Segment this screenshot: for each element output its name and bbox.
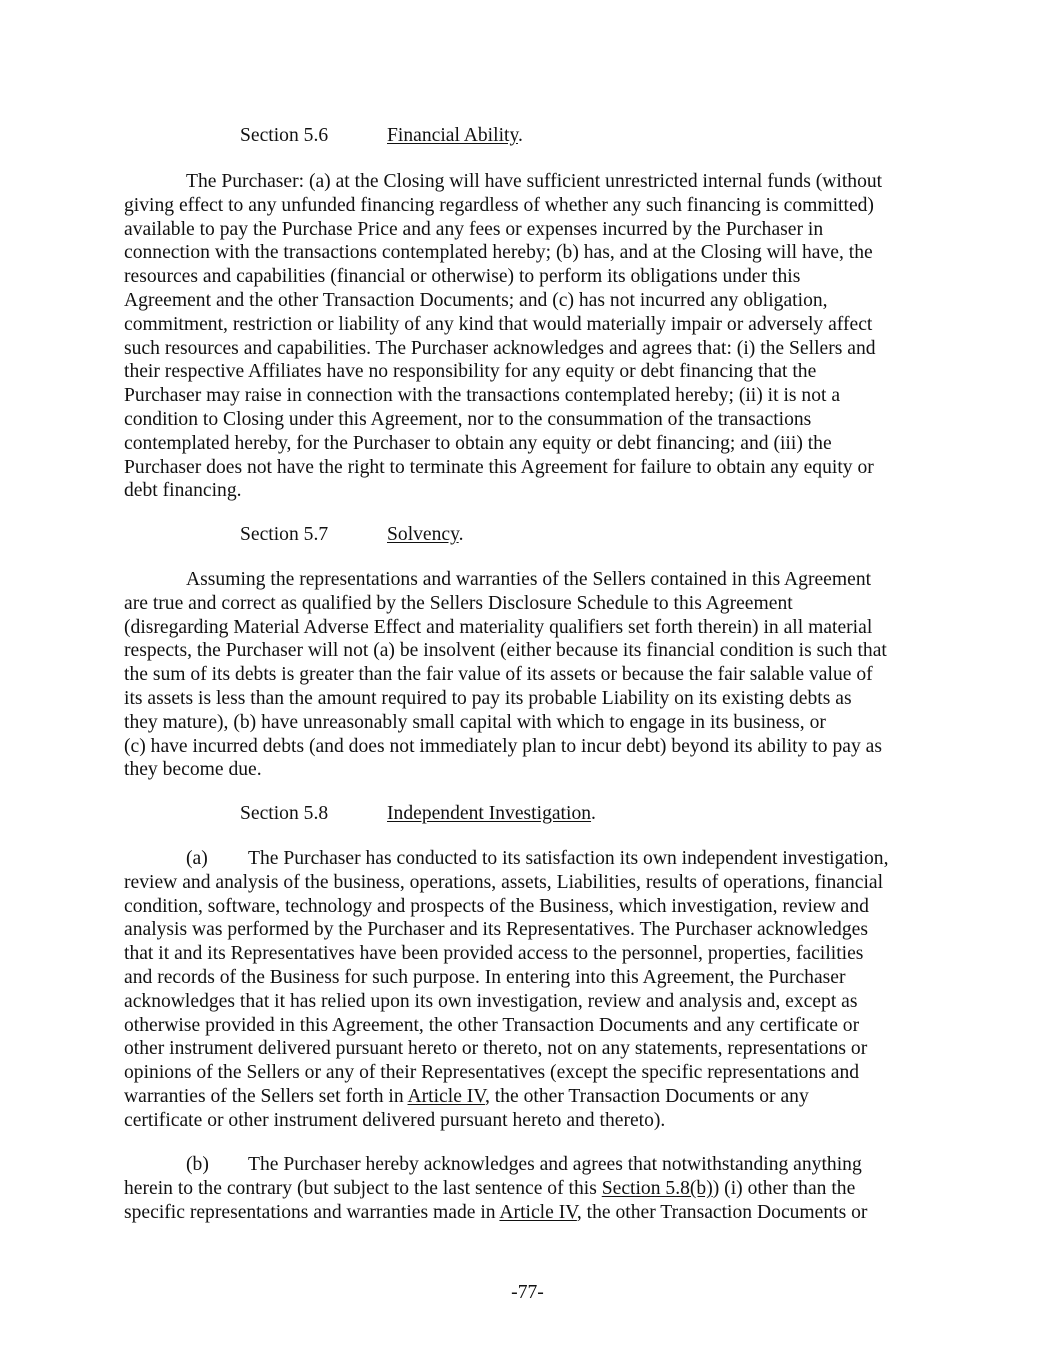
text-line: otherwise provided in this Agreement, the other Transaction Documents and any certificate or — [124, 1014, 860, 1036]
heading-period: . — [458, 524, 464, 545]
page-number: -77- — [511, 1282, 544, 1303]
text-line: Assuming the representations and warranties of the Sellers contained in this Agreement — [186, 569, 872, 590]
text-line: (c) have incurred debts (and does not immediately plan to incur debt) beyond its ability to pay as — [124, 735, 882, 757]
text-line: respects, the Purchaser will not (a) be insolvent (either because its financial condition is such that — [124, 640, 887, 662]
text-line — [124, 1201, 930, 1225]
section-5-8-a-paragraph — [124, 847, 930, 1133]
text-line: they become due. — [124, 759, 262, 781]
subsection-label: (b) — [186, 1154, 209, 1175]
text-line: condition, software, technology and prospects of the Business, which investigation, review and — [124, 895, 869, 917]
text-line: analysis was performed by the Purchaser and its Representatives. The Purchaser acknowledges — [124, 919, 868, 941]
text-line: opinions of the Sellers or any of their Representatives (except the specific representations and — [124, 1062, 860, 1084]
text-line: Purchaser does not have the right to terminate this Agreement for failure to obtain any equity or — [124, 456, 874, 478]
section-number: Section 5.6 — [240, 125, 329, 146]
heading-period: . — [517, 125, 523, 146]
text-line: Purchaser may raise in connection with the transactions contemplated hereby; (ii) it is not a — [124, 385, 841, 407]
text-run: warranties of the Sellers set forth in — [124, 1085, 408, 1107]
text-line: and records of the Business for such purpose. In entering into this Agreement, the Purchaser — [124, 966, 846, 988]
text-line — [124, 847, 930, 871]
section-5-7-heading — [240, 523, 464, 547]
text-line: such resources and capabilities. The Purchaser acknowledges and agrees that: (i) the Sellers and — [124, 337, 876, 359]
section-5-6-paragraph — [124, 170, 930, 503]
section-5-6-heading — [240, 124, 523, 148]
text-line: are true and correct as qualified by the Sellers Disclosure Schedule to this Agreement — [124, 592, 793, 614]
text-run: , the other Transaction Documents or any — [484, 1085, 809, 1107]
text-line: acknowledges that it has relied upon its own investigation, review and analysis and, except as — [124, 990, 858, 1012]
text-run: specific representations and warranties made in — [124, 1201, 500, 1223]
text-line: available to pay the Purchase Price and any fees or expenses incurred by the Purchaser in — [124, 218, 824, 240]
text-line: (disregarding Material Adverse Effect and materiality qualifiers set forth therein) in all material — [124, 616, 873, 638]
text-line: resources and capabilities (financial or otherwise) to perform its obligations under this — [124, 266, 801, 288]
text-line: certificate or other instrument delivered pursuant hereto and thereto). — [124, 1109, 666, 1131]
text-run: ) (i) other than the — [712, 1177, 856, 1199]
text-run: The Purchaser hereby acknowledges and agrees that notwithstanding anything — [248, 1154, 862, 1175]
text-line — [124, 1177, 930, 1201]
text-line: their respective Affiliates have no responsibility for any equity or debt financing that the — [124, 361, 817, 383]
text-line: they mature), (b) have unreasonably small capital with which to engage in its business, or — [124, 711, 826, 733]
text-line: debt financing. — [124, 480, 242, 502]
section-number: Section 5.7 — [240, 524, 329, 545]
section-title: Financial Ability — [387, 125, 518, 146]
text-run: The Purchaser has conducted to its satisfaction its own independent investigation, — [248, 848, 889, 869]
heading-period: . — [591, 803, 596, 824]
text-line: its assets is less than the amount required to pay its probable Liability on its existing debts as — [124, 687, 852, 709]
section-5-8-heading — [240, 802, 596, 826]
text-line — [124, 1085, 930, 1109]
section-5-8-b-paragraph — [124, 1153, 930, 1224]
article-iv-link[interactable]: Article IV — [499, 1201, 577, 1223]
text-line: that it and its Representatives have been provided access to the personnel, properties, facilities — [124, 943, 864, 965]
text-run: , the other Transaction Documents or — [576, 1201, 868, 1223]
text-line: connection with the transactions contemplated hereby; (b) has, and at the Closing will have, the — [124, 242, 873, 264]
text-line: Agreement and the other Transaction Documents; and (c) has not incurred any obligation, — [124, 289, 828, 311]
text-line: review and analysis of the business, operations, assets, Liabilities, results of operations, financial — [124, 871, 884, 893]
section-title: Solvency — [387, 524, 459, 545]
text-line: The Purchaser: (a) at the Closing will have sufficient unrestricted internal funds (without — [186, 171, 883, 192]
text-line: condition to Closing under this Agreement, nor to the consummation of the transactions — [124, 408, 812, 430]
section-5-7-paragraph — [124, 568, 930, 782]
text-line: contemplated hereby, for the Purchaser to obtain any equity or debt financing; and (iii) the — [124, 432, 832, 454]
text-run: herein to the contrary (but subject to the last sentence of this — [124, 1177, 602, 1199]
article-iv-link[interactable]: Article IV — [407, 1085, 485, 1107]
subsection-label: (a) — [186, 848, 208, 869]
text-line — [124, 1153, 930, 1177]
text-line: the sum of its debts is greater than the fair value of its assets or because the fair salable value of — [124, 664, 873, 686]
section-5-8-b-link[interactable]: Section 5.8(b) — [601, 1177, 713, 1199]
text-line: commitment, restriction or liability of any kind that would materially impair or adversely affect — [124, 313, 873, 335]
section-title: Independent Investigation — [387, 803, 592, 824]
section-number: Section 5.8 — [240, 803, 329, 824]
text-line: other instrument delivered pursuant hereto or thereto, not on any statements, representations or — [124, 1038, 868, 1060]
text-line: giving effect to any unfunded financing regardless of whether any such financing is committed) — [124, 194, 874, 216]
